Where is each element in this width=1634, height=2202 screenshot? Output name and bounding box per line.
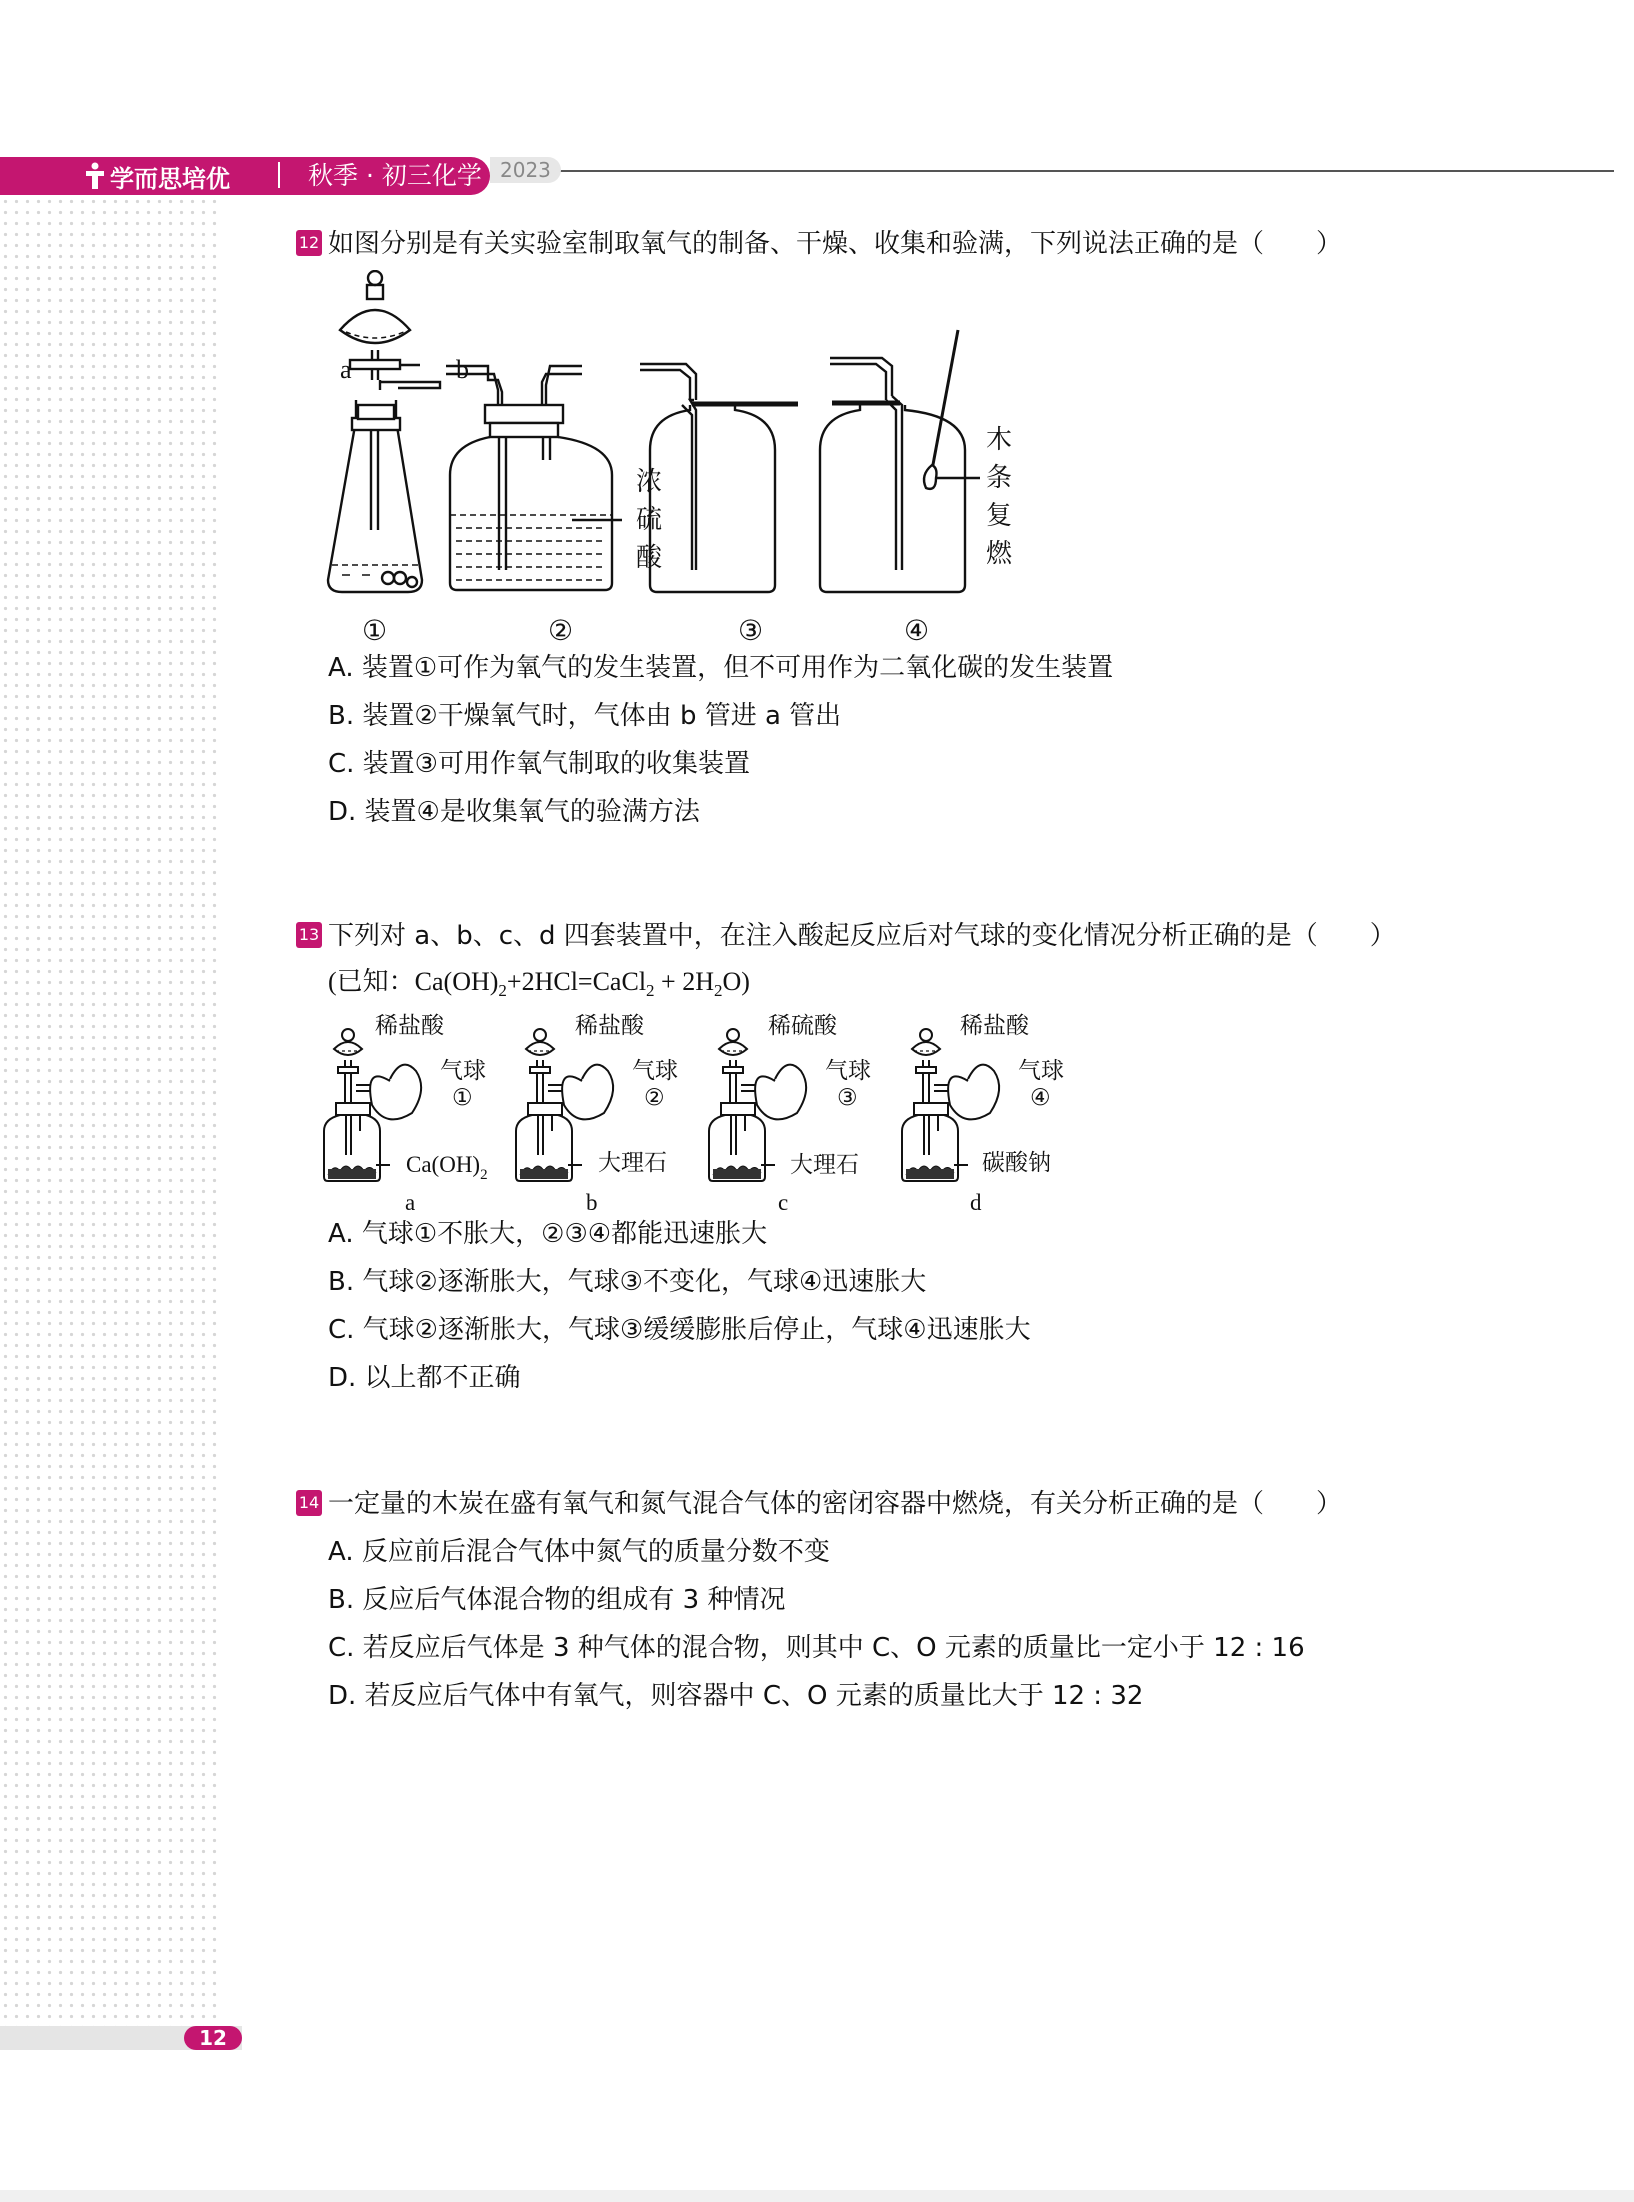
bottom-strip [0, 2190, 1634, 2202]
question-14-stem [296, 1486, 1342, 1522]
setup-b-balloon-label: 气球 [632, 1058, 678, 1084]
question-stem-text: 下列对 a、b、c、d 四套装置中，在注入酸起反应后对气球的变化情况分析正确的是（ ） [328, 921, 1396, 951]
acid-label-char-3: 酸 [636, 543, 663, 573]
apparatus-1-flask [328, 271, 440, 592]
q13-option-c: C. 气球②逐渐胀大，气球③缓缓膨胀后停止，气球④迅速胀大 [328, 1315, 1031, 1345]
q14-option-c: C. 若反应后气体是 3 种气体的混合物，则其中 C、O 元素的质量比一定小于 12 : 16 [328, 1633, 1305, 1663]
setup-d-caption: d [970, 1190, 982, 1215]
apparatus-3-collection-bottle [640, 364, 798, 592]
q13-option-a: A. 气球①不胀大，②③④都能迅速胀大 [328, 1219, 768, 1249]
setup-b-solid-label: 大理石 [598, 1150, 667, 1176]
course-title: 秋季 · 初三化学 [308, 161, 482, 190]
setup-a-solid-label: $Ca(OH)_2$ [406, 1152, 488, 1183]
wood-label-char-3: 复 [986, 501, 1013, 531]
setup-c-caption: c [778, 1190, 789, 1215]
q12-option-c: C. 装置③可用作氧气制取的收集装置 [328, 749, 750, 779]
q13-option-b: B. 气球②逐渐胀大，气球③不变化，气球④迅速胀大 [328, 1267, 927, 1297]
setup-d-balloon-label: 气球 [1018, 1058, 1064, 1084]
question-number-badge: 14 [296, 1490, 322, 1516]
setup-d-balloon-number: ④ [1030, 1085, 1051, 1111]
acid-label-char-2: 硫 [636, 505, 663, 535]
apparatus-caption-1: ① [362, 614, 388, 647]
wood-label-char-4: 燃 [986, 539, 1013, 569]
header-rule [490, 170, 1614, 172]
apparatus-2-wash-bottle [446, 366, 622, 590]
setup-a-balloon-label: 气球 [440, 1058, 486, 1084]
q12-option-a: A. 装置①可作为氧气的发生装置，但不可用作为二氧化碳的发生装置 [328, 653, 1114, 683]
question-13-stem [296, 918, 1396, 954]
q12-option-d: D. 装置④是收集氧气的验满方法 [328, 797, 700, 827]
question-stem-text: 一定量的木炭在盛有氧气和氮气混合气体的密闭容器中燃烧，有关分析正确的是（ ） [328, 1489, 1343, 1519]
q13-option-d: D. 以上都不正确 [328, 1363, 521, 1393]
setup-c-balloon-label: 气球 [825, 1058, 871, 1084]
question-number-badge: 12 [296, 230, 322, 256]
acid-label-char-1: 浓 [636, 467, 663, 497]
header-separator [278, 162, 280, 188]
setup-c-balloon-number: ③ [837, 1085, 858, 1111]
brand-logo-icon [84, 162, 106, 190]
setup-d-solid-label: 碳酸钠 [982, 1150, 1051, 1176]
q12-apparatus-figure [320, 270, 1040, 650]
question-number-badge: 13 [296, 922, 322, 948]
q14-option-d: D. 若反应后气体中有氧气，则容器中 C、O 元素的质量比大于 12 : 32 [328, 1681, 1144, 1711]
setup-b-acid-label: 稀盐酸 [575, 1013, 644, 1039]
setup-a-caption: a [405, 1190, 416, 1215]
apparatus-caption-2: ② [548, 614, 574, 647]
wood-label-char-2: 条 [986, 463, 1013, 493]
apparatus-4-oxygen-test [820, 330, 980, 592]
q14-option-a: A. 反应前后混合气体中氮气的质量分数不变 [328, 1537, 830, 1567]
q12-option-b: B. 装置②干燥氧气时，气体由 b 管进 a 管出 [328, 701, 842, 731]
dotted-margin-pattern [0, 196, 222, 2026]
setup-a-acid-label: 稀盐酸 [375, 1013, 444, 1039]
tube-label-b: b [456, 355, 469, 384]
tube-label-a: a [340, 355, 352, 384]
brand-logo [84, 160, 230, 192]
question-stem-text: 如图分别是有关实验室制取氧气的制备、干燥、收集和验满，下列说法正确的是（ ） [328, 229, 1343, 259]
brand-name: 学而思培优 [110, 164, 230, 193]
apparatus-caption-4: ④ [904, 614, 930, 647]
setup-c-solid-label: 大理石 [790, 1152, 859, 1178]
question-12-stem [296, 226, 1342, 262]
setup-b-caption: b [586, 1190, 598, 1215]
setup-d-acid-label: 稀盐酸 [960, 1013, 1029, 1039]
q14-option-b: B. 反应后气体混合物的组成有 3 种情况 [328, 1585, 786, 1615]
page-number: 12 [184, 2026, 242, 2050]
q13-apparatus-figure [320, 1005, 1080, 1220]
apparatus-caption-3: ③ [738, 614, 764, 647]
wood-label-char-1: 木 [986, 425, 1013, 455]
q13-known-equation: (已知：$Ca(OH)_2+2HCl=CaCl_2 + 2H_2O$) [328, 967, 750, 1001]
setup-a-balloon-number: ① [452, 1085, 473, 1111]
setup-b-balloon-number: ② [644, 1085, 665, 1111]
year-tag: 2023 [490, 157, 561, 183]
setup-c-acid-label: 稀硫酸 [768, 1013, 837, 1039]
